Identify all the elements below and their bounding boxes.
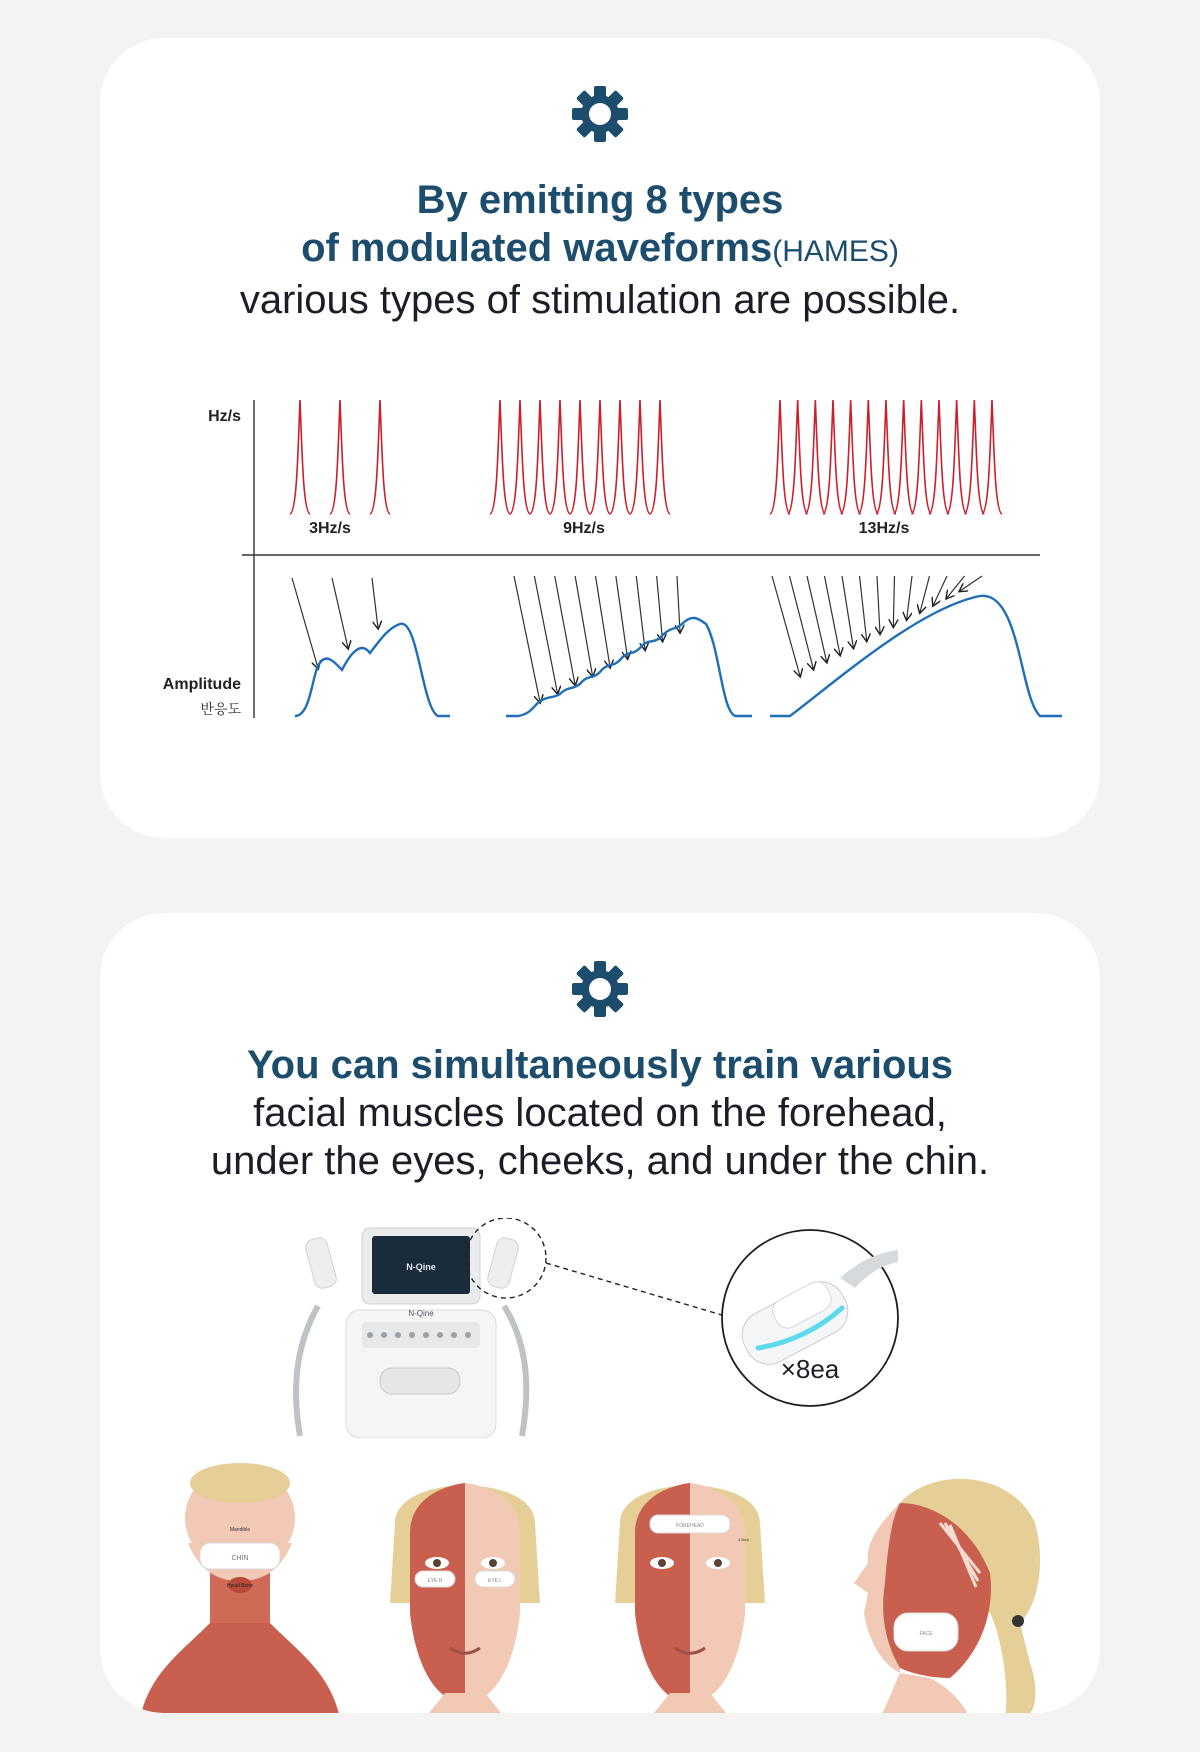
heading-line-2: of modulated waveforms bbox=[301, 226, 773, 270]
stimulus-arrow bbox=[825, 576, 841, 655]
heading-line-2: facial muscles located on the forehead, bbox=[253, 1091, 947, 1135]
stimulus-arrow bbox=[636, 576, 645, 650]
pulse-peak bbox=[947, 400, 967, 514]
pulse-peak bbox=[530, 400, 550, 514]
panel-brand: N-Qine bbox=[408, 1309, 434, 1318]
pulse-peak bbox=[911, 400, 931, 514]
face-chin-neck bbox=[140, 1463, 340, 1713]
hames-suffix: (HAMES) bbox=[772, 235, 899, 268]
stimulus-arrow bbox=[332, 578, 348, 648]
stimulus-arrow bbox=[860, 576, 867, 641]
stimulus-arrow bbox=[555, 576, 575, 685]
pulse-peak bbox=[590, 400, 610, 514]
panel-label-9hz: 9Hz/s bbox=[563, 520, 605, 537]
stimulus-arrow bbox=[933, 576, 947, 605]
hz-axis-label: Hz/s bbox=[208, 408, 241, 425]
waveform-heading bbox=[100, 176, 1100, 324]
face-eyes bbox=[365, 1463, 565, 1713]
device-machine bbox=[296, 1228, 526, 1438]
stimulus-arrow bbox=[616, 576, 628, 658]
pulse-peak bbox=[805, 400, 825, 514]
pulse-peak bbox=[490, 400, 510, 514]
pulse-peak bbox=[929, 400, 949, 514]
pulse-peak bbox=[630, 400, 650, 514]
stimulus-arrow bbox=[657, 576, 663, 641]
face-profile bbox=[840, 1463, 1050, 1713]
training-card bbox=[100, 913, 1100, 1713]
pad-label-eye-r: EYE R bbox=[427, 1578, 443, 1584]
screen-brand: N-Qine bbox=[406, 1262, 436, 1272]
panel-label-13hz: 13Hz/s bbox=[858, 520, 910, 537]
stimulus-arrow bbox=[534, 576, 557, 693]
pad-label-face: FACE bbox=[919, 1631, 933, 1637]
stimulus-arrow bbox=[842, 576, 853, 648]
face-illustrations bbox=[140, 1463, 1080, 1713]
device-figure bbox=[280, 1218, 920, 1438]
gear-icon bbox=[570, 84, 630, 144]
stimulus-arrow bbox=[920, 576, 930, 612]
amplitude-axis-label: Amplitude bbox=[162, 676, 241, 693]
gear-icon bbox=[570, 959, 630, 1019]
stimulus-arrow bbox=[372, 578, 378, 628]
stimulus-arrow bbox=[907, 576, 912, 619]
response-curve-9hz bbox=[506, 618, 752, 716]
pulse-peak bbox=[650, 400, 670, 514]
handpiece-zoom bbox=[722, 1230, 898, 1406]
waveform-card bbox=[100, 38, 1100, 838]
pulse-peak bbox=[841, 400, 861, 514]
face-forehead bbox=[590, 1463, 790, 1713]
pulse-trains bbox=[290, 400, 1002, 514]
stimulus-arrow bbox=[677, 576, 680, 632]
amplitude-korean-label: 반응도 bbox=[200, 701, 241, 717]
pad-label-eye-l: EYE L bbox=[487, 1578, 503, 1584]
pad-label-chin: CHIN bbox=[231, 1555, 249, 1562]
pulse-peak bbox=[964, 400, 984, 514]
panel-label-3hz: 3Hz/s bbox=[309, 520, 351, 537]
pulse-peak bbox=[894, 400, 914, 514]
pulse-peak bbox=[570, 400, 590, 514]
response-curve-13hz bbox=[770, 596, 1062, 716]
stimulus-arrow bbox=[514, 576, 540, 702]
training-heading bbox=[100, 1041, 1100, 1185]
heading-line-1: By emitting 8 types bbox=[416, 178, 784, 222]
handpiece-count: ×8ea bbox=[780, 1354, 840, 1384]
pad-label-hyoid: Hyoid Bone bbox=[227, 1583, 253, 1589]
pulse-peak bbox=[858, 400, 878, 514]
pad-label-mandible: Mandible bbox=[229, 1527, 251, 1533]
pulse-peak bbox=[982, 400, 1002, 514]
pad-label-forehead: FOREHEAD bbox=[676, 1523, 704, 1529]
stimulus-arrow bbox=[575, 576, 592, 676]
pad-label-distance: 1.5cm bbox=[738, 1537, 749, 1542]
pulse-peak bbox=[290, 400, 310, 514]
response-curve-3hz bbox=[295, 624, 450, 716]
zoom-connector bbox=[546, 1263, 732, 1318]
heading-line-1: You can simultaneously train various bbox=[246, 1043, 954, 1087]
stimulus-arrow bbox=[893, 576, 894, 626]
stimulus-arrows bbox=[292, 576, 982, 702]
stimulus-arrow bbox=[877, 576, 880, 634]
pulse-peak bbox=[370, 400, 390, 514]
pulse-peak bbox=[823, 400, 843, 514]
waveform-diagram bbox=[140, 348, 1070, 728]
pulse-peak bbox=[330, 400, 350, 514]
stimulus-arrow bbox=[596, 576, 611, 667]
pulse-peak bbox=[510, 400, 530, 514]
pulse-peak bbox=[610, 400, 630, 514]
stimulus-arrow bbox=[947, 576, 965, 598]
stimulus-arrow bbox=[772, 576, 800, 676]
stimulus-arrow bbox=[807, 576, 827, 662]
pulse-peak bbox=[876, 400, 896, 514]
stimulus-arrow bbox=[292, 578, 318, 668]
pulse-peak bbox=[788, 400, 808, 514]
heading-line-3: under the eyes, cheeks, and under the chin. bbox=[210, 1139, 990, 1183]
pulse-peak bbox=[550, 400, 570, 514]
pulse-peak bbox=[770, 400, 790, 514]
heading-line-3: various types of stimulation are possible. bbox=[239, 278, 961, 322]
